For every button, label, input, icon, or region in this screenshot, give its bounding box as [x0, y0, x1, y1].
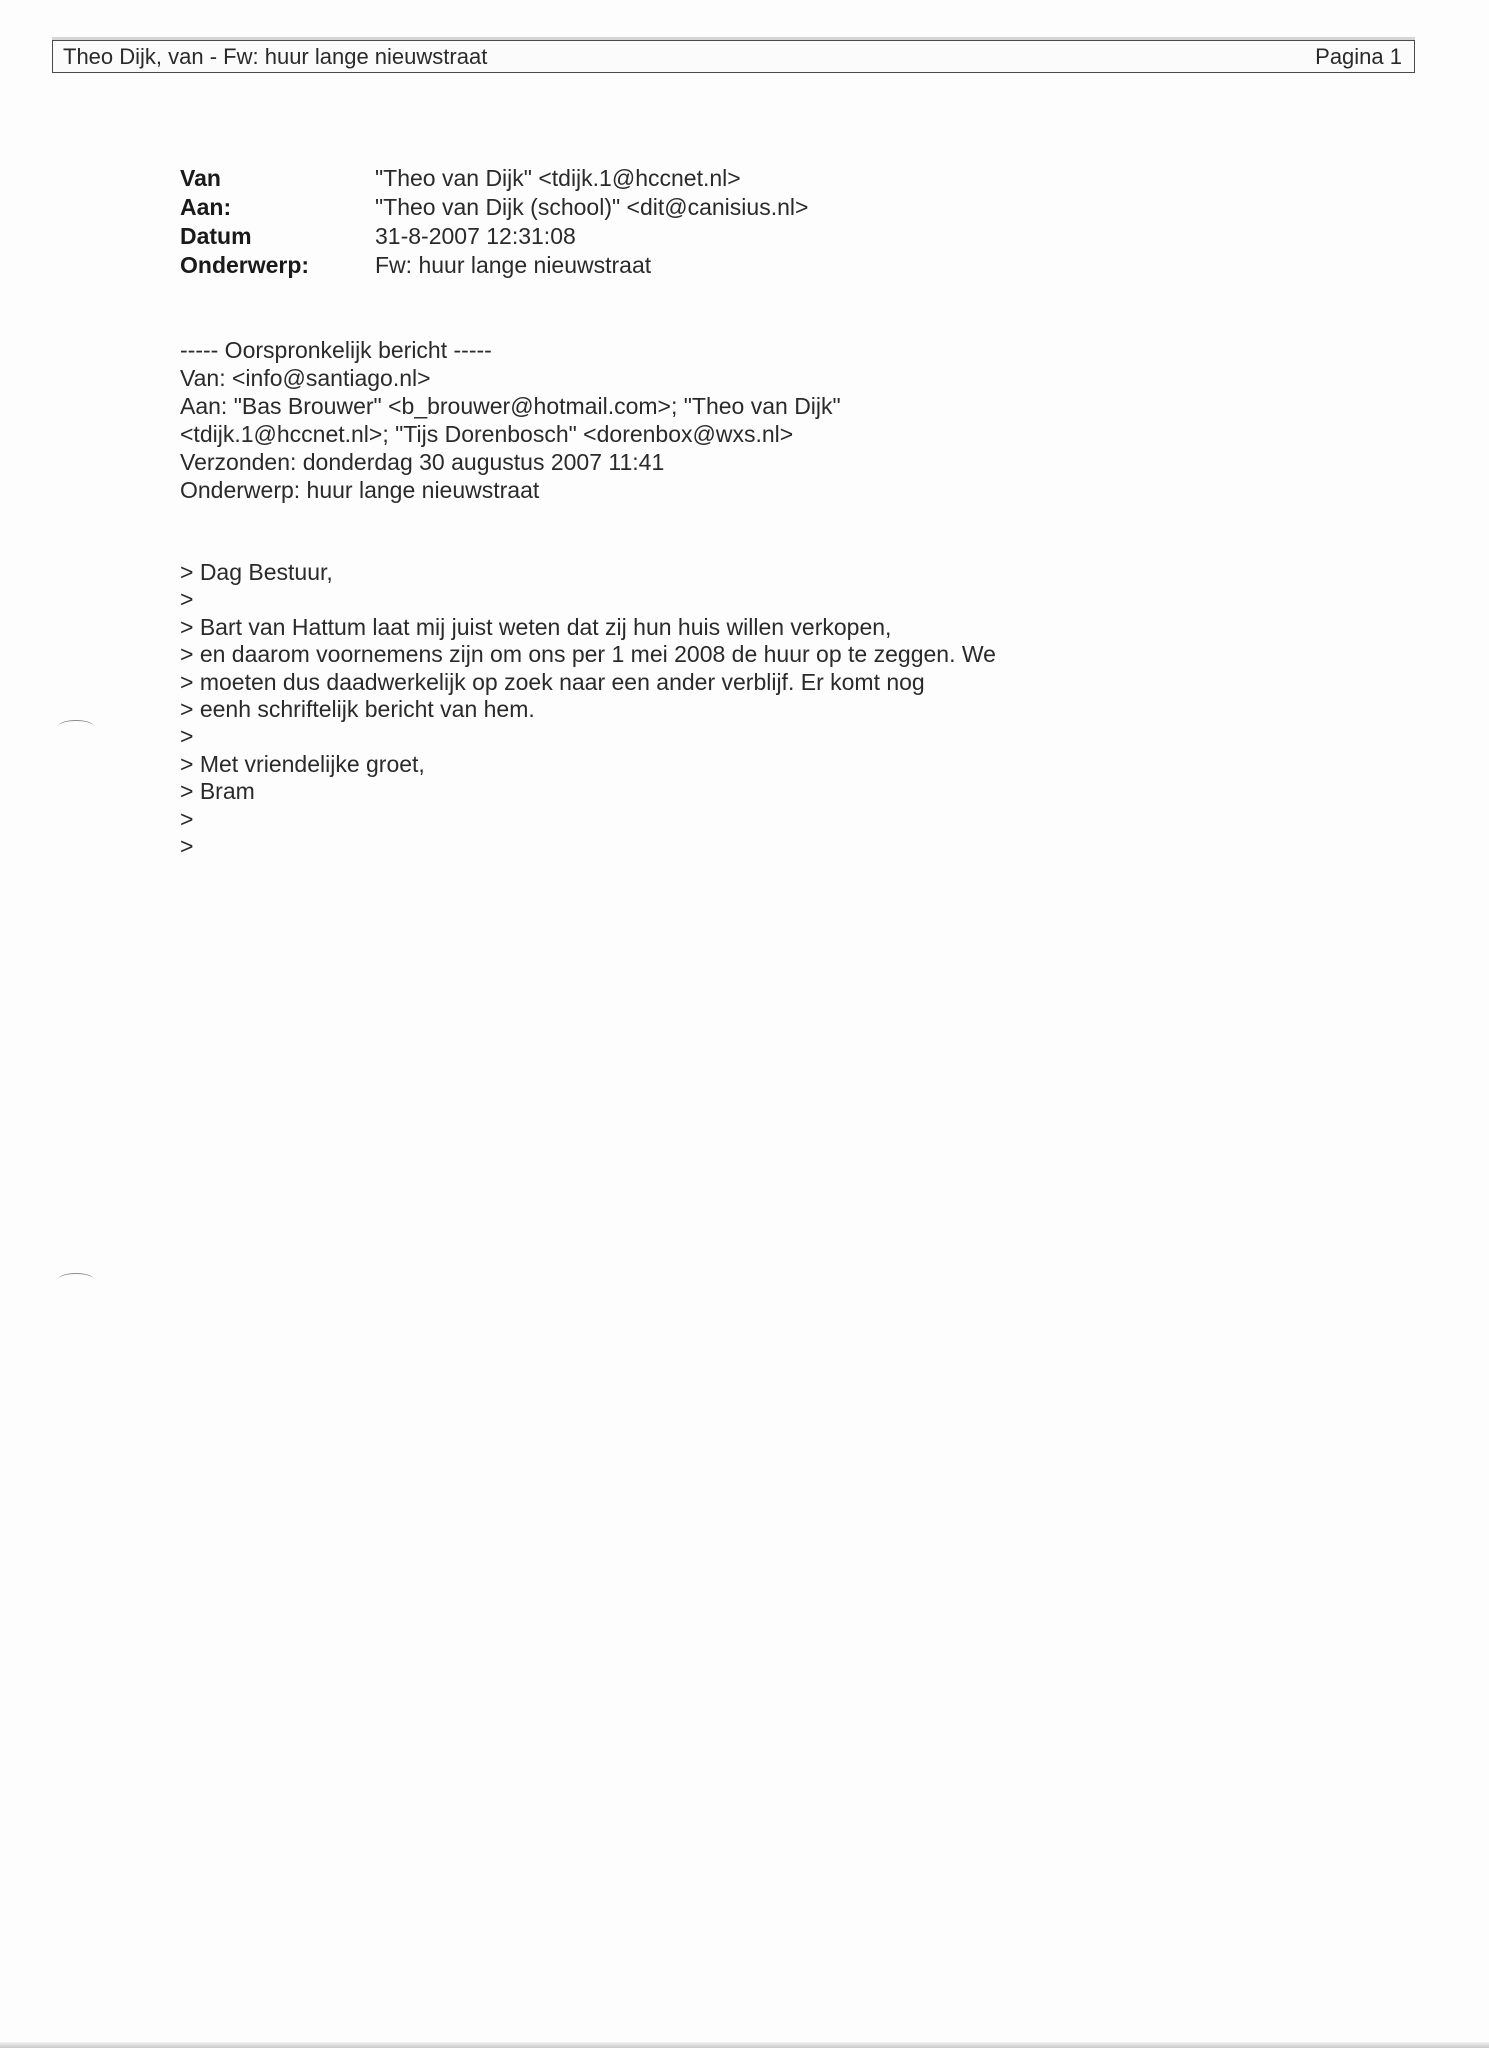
- meta-value: Fw: huur lange nieuwstraat: [375, 252, 652, 278]
- original-from: Van: <info@santiago.nl>: [180, 365, 431, 391]
- meta-row-to: [180, 193, 808, 222]
- body-line: >: [180, 805, 194, 832]
- meta-label: Aan:: [180, 194, 232, 220]
- original-to-line1: Aan: "Bas Brouwer" <b_brouwer@hotmail.com>; "Theo van Dijk": [180, 393, 841, 419]
- meta-row-date: [180, 222, 808, 251]
- meta-label: Datum: [180, 223, 252, 249]
- page-header: [52, 40, 1415, 73]
- body-line: > en daarom voornemens zijn om ons per 1 mei 2008 de huur op te zeggen. We: [180, 641, 996, 668]
- meta-value: "Theo van Dijk (school)" <dit@canisius.nl>: [375, 194, 809, 220]
- scan-mark: [58, 720, 94, 733]
- original-sent: Verzonden: donderdag 30 augustus 2007 11:41: [180, 449, 665, 475]
- body-line: >: [180, 833, 194, 860]
- meta-value: 31-8-2007 12:31:08: [375, 223, 576, 249]
- body-line: >: [180, 586, 194, 613]
- header-title: Theo Dijk, van - Fw: huur lange nieuwstraat: [63, 44, 488, 69]
- body-line: > moeten dus daadwerkelijk op zoek naar een ander verblijf. Er komt nog: [180, 668, 925, 695]
- original-to-line2: <tdijk.1@hccnet.nl>; "Tijs Dorenbosch" <dorenbox@wxs.nl>: [180, 421, 794, 447]
- scan-edge: [0, 2042, 1489, 2048]
- body-line: > Dag Bestuur,: [180, 559, 333, 585]
- header-page-number: Pagina 1: [1315, 44, 1402, 69]
- meta-value: "Theo van Dijk" <tdijk.1@hccnet.nl>: [375, 165, 741, 191]
- original-message-header: [180, 336, 841, 504]
- meta-label: Van: [180, 165, 221, 191]
- meta-row-from: [180, 164, 808, 193]
- meta-row-subject: [180, 251, 808, 280]
- body-line: >: [180, 723, 194, 750]
- message-body: [180, 559, 996, 860]
- body-line: > eenh schriftelijk bericht van hem.: [180, 696, 535, 723]
- body-line: > Met vriendelijke groet,: [180, 750, 425, 777]
- email-meta: [180, 164, 808, 280]
- scan-mark: [58, 1273, 94, 1286]
- meta-label: Onderwerp:: [180, 252, 310, 278]
- body-line: > Bram: [180, 778, 255, 805]
- original-subject: Onderwerp: huur lange nieuwstraat: [180, 477, 540, 503]
- original-separator: ----- Oorspronkelijk bericht -----: [180, 337, 492, 363]
- body-line: > Bart van Hattum laat mij juist weten dat zij hun huis willen verkopen,: [180, 613, 892, 640]
